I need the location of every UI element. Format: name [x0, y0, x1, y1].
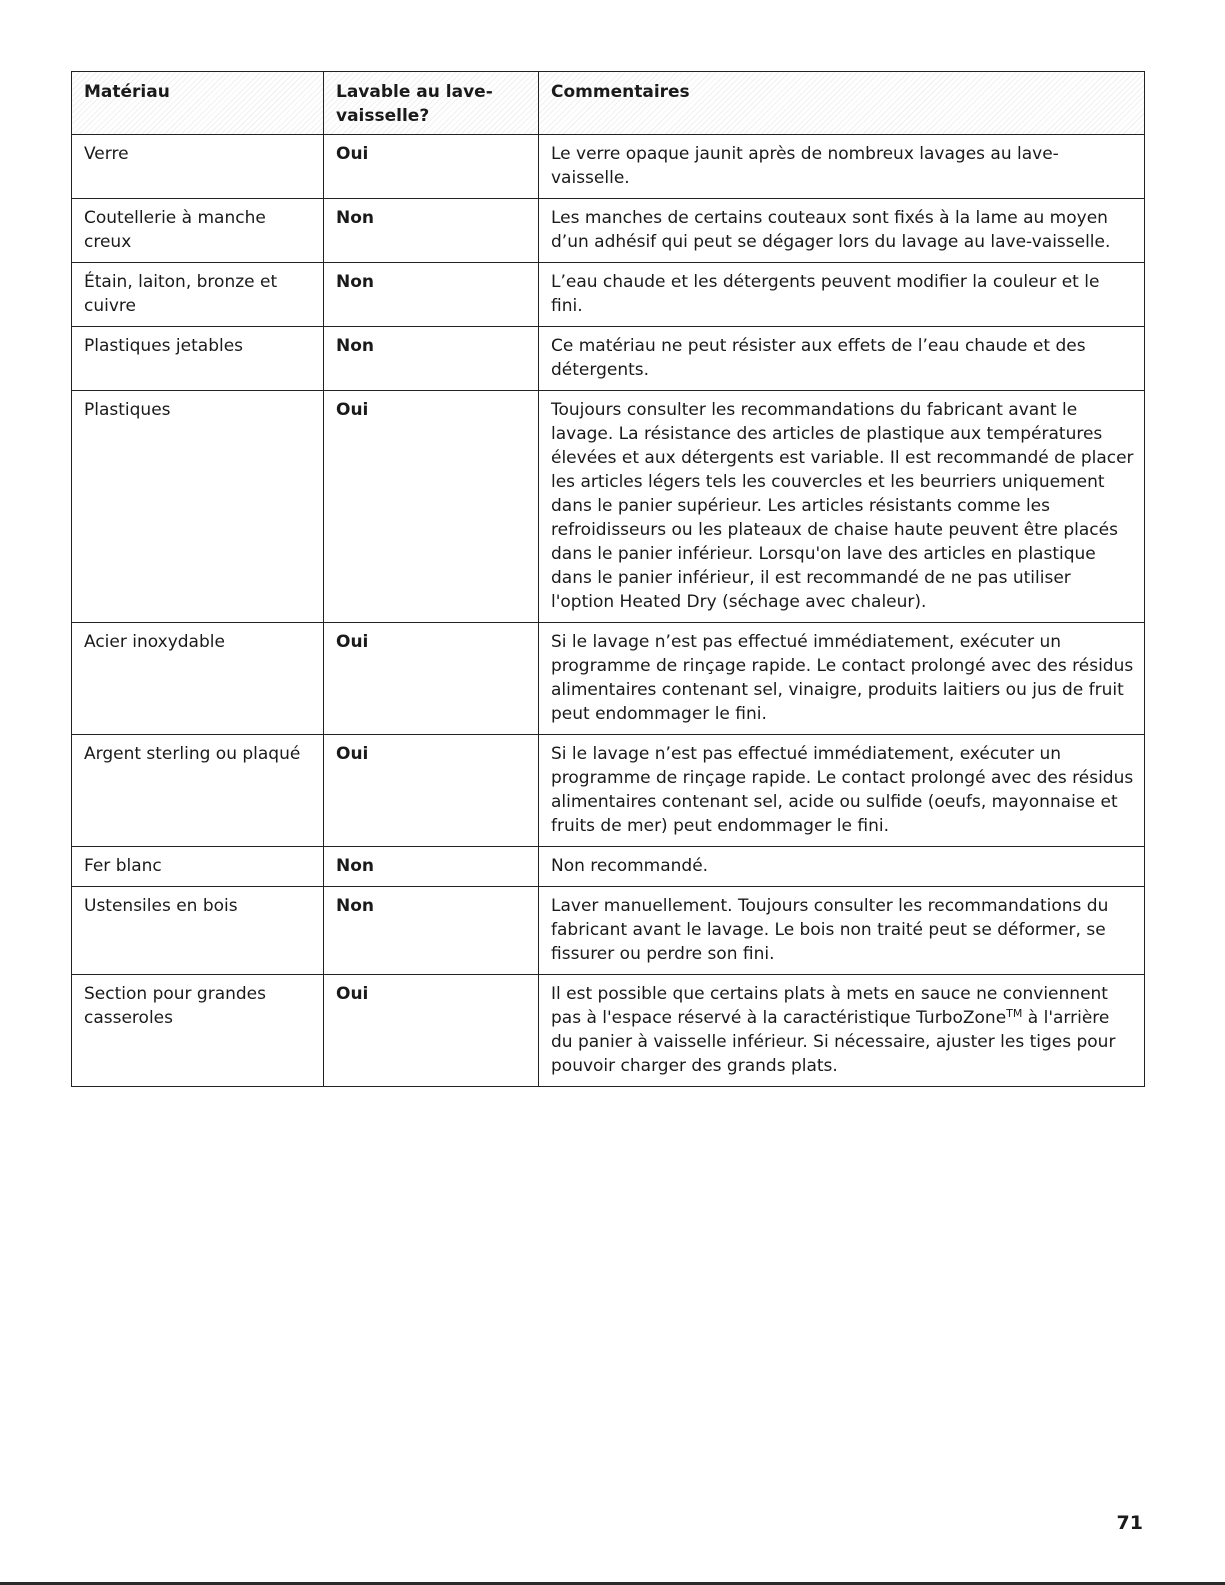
table-row [72, 135, 1145, 199]
material-cell: Ustensiles en bois [72, 887, 324, 975]
trademark-symbol: TM [1006, 1007, 1023, 1020]
comments-text-before: Il est possible que certains plats à mets en sauce ne conviennent pas à l'espace réservé à la caractéristique TurboZone [551, 984, 1108, 1028]
table-row [72, 327, 1145, 391]
washable-cell: Oui [324, 735, 539, 847]
comments-cell: Le verre opaque jaunit après de nombreux lavages au lave-vaisselle. [539, 135, 1145, 199]
table-row [72, 623, 1145, 735]
comments-cell: Ce matériau ne peut résister aux effets de l’eau chaude et des détergents. [539, 327, 1145, 391]
washable-cell: Oui [324, 623, 539, 735]
comments-cell: Si le lavage n’est pas effectué immédiatement, exécuter un programme de rinçage rapide. Le contact prolongé avec des résidus alimentaires contenant sel, acide ou sulfide (oeufs, mayonnaise et fruits de mer) peut endommager le fini. [539, 735, 1145, 847]
table-row [72, 263, 1145, 327]
washable-cell: Non [324, 327, 539, 391]
material-cell: Argent sterling ou plaqué [72, 735, 324, 847]
table-row [72, 199, 1145, 263]
comments-cell: Laver manuellement. Toujours consulter les recommandations du fabricant avant le lavage. Le bois non traité peut se déformer, se fissurer ou perdre son fini. [539, 887, 1145, 975]
material-cell: Section pour grandes casseroles [72, 975, 324, 1087]
washable-cell: Non [324, 887, 539, 975]
table-body [72, 135, 1145, 1087]
material-cell: Plastiques [72, 391, 324, 623]
table-row [72, 887, 1145, 975]
material-cell: Plastiques jetables [72, 327, 324, 391]
comments-cell: Les manches de certains couteaux sont fixés à la lame au moyen d’un adhésif qui peut se dégager lors du lavage au lave-vaisselle. [539, 199, 1145, 263]
table-header [72, 72, 1145, 135]
table-row [72, 975, 1145, 1087]
table-row [72, 391, 1145, 623]
comments-text-after: à l'arrière du panier à vaisselle inférieur. Si nécessaire, ajuster les tiges pour pouvoir charger des grands plats. [551, 1008, 1116, 1076]
material-cell: Étain, laiton, bronze et cuivre [72, 263, 324, 327]
header-row [72, 72, 1145, 135]
comments-cell [539, 975, 1145, 1087]
comments-cell: Toujours consulter les recommandations du fabricant avant le lavage. La résistance des articles de plastique aux températures élevées et aux détergents est variable. Il est recommandé de placer les articles légers tels les couvercles et les beurriers uniquement dans le panier supérieur. Les articles résistants comme les refroidisseurs ou les plateaux de chaise haute peuvent être placés dans le panier inférieur. Lorsqu'on lave des articles en plastique dans le panier inférieur, il est recommandé de ne pas utiliser l'option Heated Dry (séchage avec chaleur). [539, 391, 1145, 623]
material-cell: Fer blanc [72, 847, 324, 887]
material-cell: Acier inoxydable [72, 623, 324, 735]
comments-cell: Si le lavage n’est pas effectué immédiatement, exécuter un programme de rinçage rapide. Le contact prolongé avec des résidus alimentaires contenant sel, vinaigre, produits laitiers ou jus de fruit peut endommager le fini. [539, 623, 1145, 735]
header-comments: Commentaires [539, 72, 1145, 135]
table-row [72, 847, 1145, 887]
washable-cell: Non [324, 199, 539, 263]
material-cell: Verre [72, 135, 324, 199]
washable-cell: Oui [324, 975, 539, 1087]
washable-cell: Non [324, 263, 539, 327]
washable-cell: Oui [324, 391, 539, 623]
washable-cell: Non [324, 847, 539, 887]
material-cell: Coutellerie à manche creux [72, 199, 324, 263]
header-washable: Lavable au lave-vaisselle? [324, 72, 539, 135]
page-number: 71 [1116, 1512, 1143, 1534]
washable-cell: Oui [324, 135, 539, 199]
materials-table [71, 71, 1145, 1087]
comments-cell: L’eau chaude et les détergents peuvent modifier la couleur et le fini. [539, 263, 1145, 327]
table-row [72, 735, 1145, 847]
comments-cell: Non recommandé. [539, 847, 1145, 887]
header-material: Matériau [72, 72, 324, 135]
